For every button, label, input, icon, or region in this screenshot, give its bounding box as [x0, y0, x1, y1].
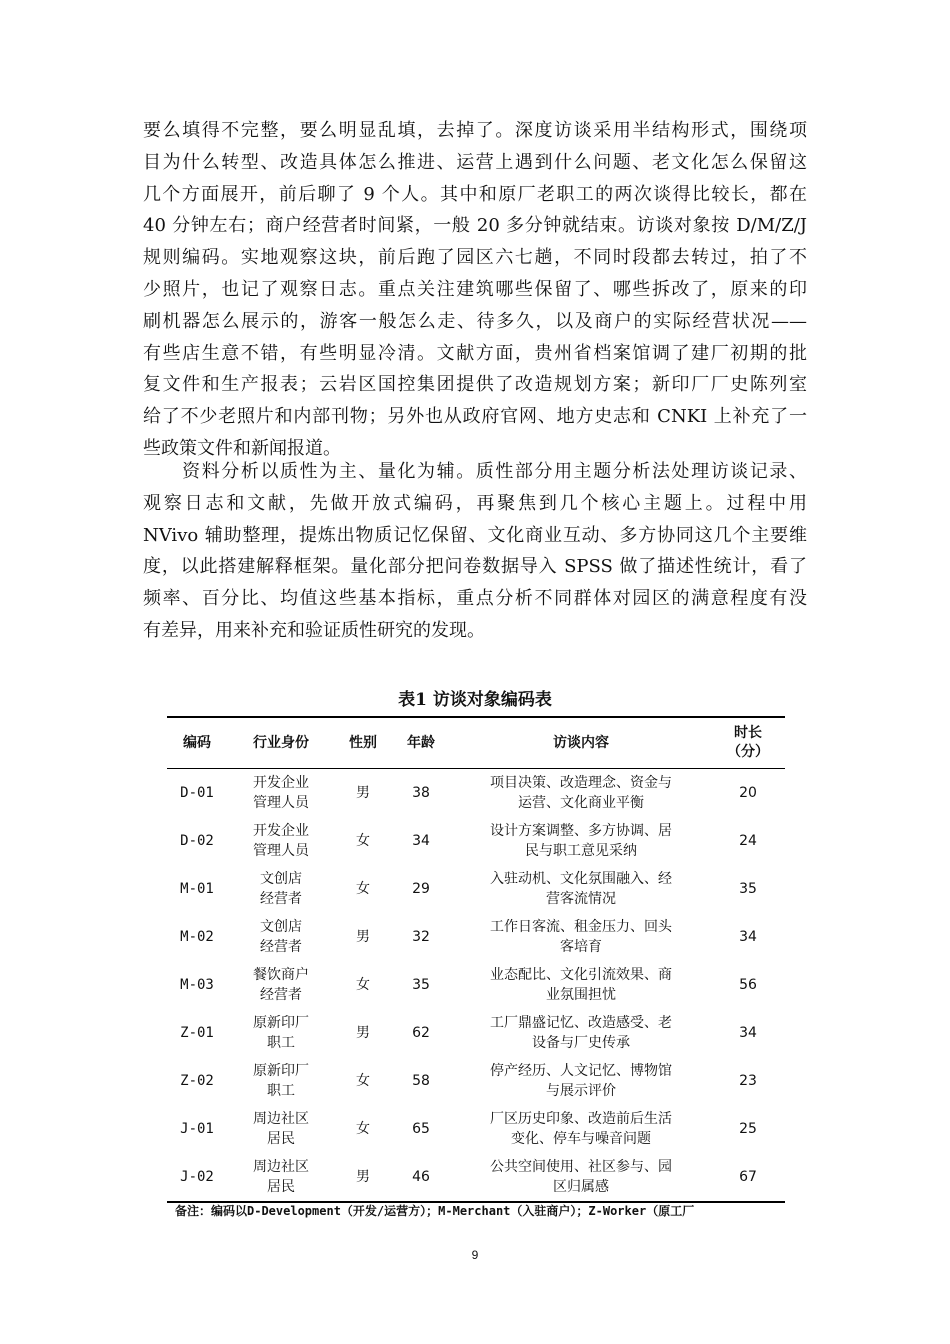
text-line: 几个方面展开，前后聊了 9 个人。其中和原厂老职工的两次谈得比较长，都在	[143, 183, 807, 205]
cell-role	[227, 817, 335, 865]
header-duration	[711, 717, 785, 769]
table-row	[167, 1105, 785, 1153]
header-content: 访谈内容	[451, 717, 711, 769]
cell-age: 35	[412, 977, 430, 993]
cell-role-line1: 周边社区	[253, 1159, 309, 1175]
cell-role	[227, 865, 335, 913]
cell-duration: 56	[739, 977, 757, 993]
cell-gender: 女	[356, 833, 370, 849]
text-line: 规则编码。实地观察这块，前后跑了园区六七趟，不同时段都去转过，拍了不	[143, 247, 807, 269]
cell-code: J-01	[180, 1121, 214, 1137]
header-role: 行业身份	[227, 717, 335, 769]
cell-role-line2: 经营者	[260, 987, 302, 1003]
text-line: 复文件和生产报表；云岩区国控集团提供了改造规划方案；新印厂厂史陈列室	[143, 374, 807, 396]
cell-duration: 34	[739, 1025, 757, 1041]
cell-role	[227, 913, 335, 961]
cell-role	[227, 961, 335, 1009]
body-paragraph-2	[143, 456, 807, 647]
table-row	[167, 1153, 785, 1202]
cell-duration: 35	[739, 881, 757, 897]
cell-role-line2: 居民	[267, 1179, 295, 1195]
cell-role-line1: 文创店	[260, 919, 302, 935]
table-row	[167, 1009, 785, 1057]
cell-code: D-02	[180, 833, 214, 849]
header-code: 编码	[167, 717, 227, 769]
cell-age: 38	[412, 785, 430, 801]
table-row	[167, 1057, 785, 1105]
cell-content	[451, 865, 711, 913]
cell-content-line2: 运营、文化商业平衡	[518, 795, 644, 811]
cell-role	[227, 1105, 335, 1153]
text-line: 刷机器怎么展示的，游客一般怎么走、待多久，以及商户的实际经营状况——	[143, 310, 807, 332]
cell-age: 46	[391, 1153, 451, 1202]
cell-duration: 25	[739, 1121, 757, 1137]
cell-content-line2: 区归属感	[553, 1179, 609, 1195]
cell-role-line1: 餐饮商户	[253, 967, 309, 983]
cell-code: J-02	[167, 1153, 227, 1202]
cell-content	[451, 769, 711, 818]
cell-content	[451, 1105, 711, 1153]
cell-content-line1: 业态配比、文化引流效果、商	[490, 967, 672, 983]
cell-gender: 女	[356, 1121, 370, 1137]
cell-age: 32	[412, 929, 430, 945]
cell-role-line2: 职工	[267, 1035, 295, 1051]
text-line: NVivo 辅助整理，提炼出物质记忆保留、文化商业互动、多方协同这几个主要维	[143, 524, 807, 546]
text-line: 有差异，用来补充和验证质性研究的发现。	[143, 619, 485, 641]
cell-age: 58	[412, 1073, 430, 1089]
body-paragraph-1	[143, 115, 807, 465]
cell-role-line1: 开发企业	[253, 823, 309, 839]
cell-content-line1: 入驻动机、文化氛围融入、经	[490, 871, 672, 887]
cell-code: Z-02	[180, 1073, 214, 1089]
cell-role-line2: 居民	[267, 1131, 295, 1147]
text-line: 少照片，也记了观察日志。重点关注建筑哪些保留了、哪些拆改了，原来的印	[143, 278, 807, 300]
cell-content	[451, 1153, 711, 1202]
cell-gender: 男	[335, 1153, 391, 1202]
cell-gender: 女	[356, 1073, 370, 1089]
cell-code: M-01	[180, 881, 214, 897]
text-line: 度，以此搭建解释框架。量化部分把问卷数据导入 SPSS 做了描述性统计，看了	[143, 556, 807, 578]
cell-content	[451, 1009, 711, 1057]
cell-content-line2: 营客流情况	[546, 891, 616, 907]
cell-gender: 男	[356, 929, 370, 945]
cell-duration: 34	[739, 929, 757, 945]
cell-content-line1: 工作日客流、租金压力、回头	[490, 919, 672, 935]
cell-content-line1: 设计方案调整、多方协调、居	[490, 823, 672, 839]
cell-gender: 男	[356, 1025, 370, 1041]
cell-role-line1: 原新印厂	[253, 1015, 309, 1031]
text-line: 频率、百分比、均值这些基本指标，重点分析不同群体对园区的满意程度有没	[143, 588, 807, 610]
text-line: 资料分析以质性为主、量化为辅。质性部分用主题分析法处理访谈记录、	[143, 461, 807, 482]
cell-content-line1: 厂区历史印象、改造前后生活	[490, 1111, 672, 1127]
cell-code: M-03	[180, 977, 214, 993]
table-row	[167, 913, 785, 961]
text-line: 目为什么转型、改造具体怎么推进、运营上遇到什么问题、老文化怎么保留这	[143, 151, 807, 173]
cell-role	[227, 769, 335, 818]
table-row	[167, 817, 785, 865]
cell-role-line2: 管理人员	[253, 843, 309, 859]
cell-role	[227, 1057, 335, 1105]
page-number: 9	[471, 1248, 479, 1262]
cell-content-line1: 项目决策、改造理念、资金与	[490, 775, 672, 791]
cell-content-line2: 客培育	[560, 939, 602, 955]
table-header-row	[167, 717, 785, 769]
cell-age: 62	[412, 1025, 430, 1041]
cell-role-line2: 管理人员	[253, 795, 309, 811]
table-caption: 表1 访谈对象编码表	[398, 690, 552, 710]
cell-age: 34	[412, 833, 430, 849]
cell-age: 29	[412, 881, 430, 897]
cell-gender: 女	[356, 977, 370, 993]
cell-role-line1: 周边社区	[253, 1111, 309, 1127]
cell-duration: 20	[739, 785, 757, 801]
cell-role-line2: 职工	[267, 1083, 295, 1099]
cell-content	[451, 961, 711, 1009]
text-line: 40 分钟左右；商户经营者时间紧，一般 20 多分钟就结束。访谈对象按 D/M/Z/J	[143, 215, 807, 237]
cell-content	[451, 1057, 711, 1105]
interviewee-code-table	[167, 716, 785, 1203]
cell-role-line1: 开发企业	[253, 775, 309, 791]
cell-content	[451, 913, 711, 961]
text-line: 些政策文件和新闻报道。	[143, 437, 341, 459]
cell-age: 65	[412, 1121, 430, 1137]
cell-duration: 23	[739, 1073, 757, 1089]
table-row	[167, 769, 785, 818]
cell-role-line2: 经营者	[260, 939, 302, 955]
cell-content-line2: 业氛围担忧	[546, 987, 616, 1003]
cell-role	[227, 1153, 335, 1202]
cell-role-line2: 经营者	[260, 891, 302, 907]
table-note: 备注：编码以D-Development（开发/运营方）；M-Merchant（入驻商户）；Z-Worker（原工厂	[175, 1204, 695, 1218]
text-line: 有些店生意不错，有些明显冷清。文献方面，贵州省档案馆调了建厂初期的批	[143, 342, 807, 364]
header-age: 年龄	[391, 717, 451, 769]
table-row	[167, 865, 785, 913]
header-duration-line2: （分）	[727, 744, 769, 760]
header-duration-line1: 时长	[734, 725, 762, 741]
cell-duration: 24	[739, 833, 757, 849]
cell-content-line1: 停产经历、人文记忆、博物馆	[490, 1063, 672, 1079]
cell-role-line1: 原新印厂	[253, 1063, 309, 1079]
cell-content-line2: 民与职工意见采纳	[525, 843, 637, 859]
table-row	[167, 961, 785, 1009]
cell-code: Z-01	[180, 1025, 214, 1041]
cell-content-line2: 与展示评价	[546, 1083, 616, 1099]
cell-role	[227, 1009, 335, 1057]
cell-content	[451, 817, 711, 865]
text-line: 给了不少老照片和内部刊物；另外也从政府官网、地方史志和 CNKI 上补充了一	[143, 406, 807, 428]
cell-role-line1: 文创店	[260, 871, 302, 887]
cell-code: M-02	[180, 929, 214, 945]
text-line: 观察日志和文献，先做开放式编码，再聚焦到几个核心主题上。过程中用	[143, 492, 807, 514]
cell-gender: 男	[356, 785, 370, 801]
cell-duration: 67	[711, 1153, 785, 1202]
cell-content-line1: 公共空间使用、社区参与、园	[490, 1159, 672, 1175]
cell-code: D-01	[180, 785, 214, 801]
cell-content-line2: 变化、停车与噪音问题	[511, 1131, 651, 1147]
cell-content-line1: 工厂鼎盛记忆、改造感受、老	[490, 1015, 672, 1031]
header-gender: 性别	[335, 717, 391, 769]
text-line: 要么填得不完整，要么明显乱填，去掉了。深度访谈采用半结构形式，围绕项	[143, 120, 807, 141]
cell-gender: 女	[356, 881, 370, 897]
cell-content-line2: 设备与厂史传承	[532, 1035, 630, 1051]
